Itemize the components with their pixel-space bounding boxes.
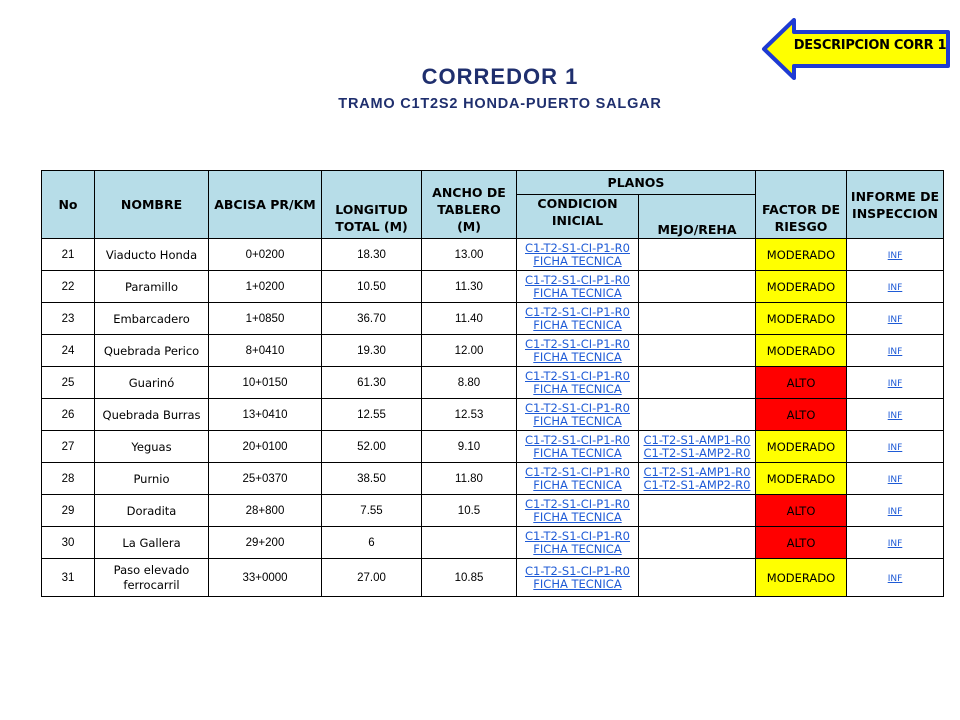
row-factor-riesgo: MODERADO [756, 271, 847, 303]
row-informe [847, 239, 944, 271]
row-ancho: 10.85 [422, 559, 517, 597]
row-mejo-reha [639, 303, 756, 335]
row-nombre: Viaducto Honda [95, 239, 209, 271]
row-abcisa: 33+0000 [209, 559, 322, 597]
descripcion-corr-1-label: DESCRIPCION CORR 1 [793, 38, 947, 53]
plano-link[interactable]: C1-T2-S1-CI-P1-R0 [525, 563, 630, 578]
row-ancho: 11.80 [422, 463, 517, 495]
row-nombre: Yeguas [95, 431, 209, 463]
row-no: 23 [42, 303, 95, 335]
page-subtitle: TRAMO C1T2S2 HONDA-PUERTO SALGAR [338, 96, 662, 112]
informe-link[interactable]: INF [887, 410, 903, 421]
header-no: No [42, 171, 95, 239]
ficha-tecnica-link[interactable]: FICHA TECNICA [533, 477, 622, 492]
row-abcisa: 1+0850 [209, 303, 322, 335]
table-row [42, 559, 944, 597]
row-nombre: La Gallera [95, 527, 209, 559]
ficha-tecnica-link[interactable]: FICHA TECNICA [533, 541, 622, 556]
row-abcisa: 20+0100 [209, 431, 322, 463]
row-ancho: 13.00 [422, 239, 517, 271]
row-mejo-reha [639, 239, 756, 271]
header-abcisa: ABCISA PR/KM [209, 171, 322, 239]
row-abcisa: 13+0410 [209, 399, 322, 431]
mejo-link-amp2[interactable]: C1-T2-S1-AMP2-R0 [643, 477, 751, 492]
informe-link[interactable]: INF [887, 573, 903, 584]
row-factor-riesgo: ALTO [756, 367, 847, 399]
row-nombre: Quebrada Perico [95, 335, 209, 367]
row-factor-riesgo: MODERADO [756, 303, 847, 335]
row-no: 25 [42, 367, 95, 399]
row-nombre: Guarinó [95, 367, 209, 399]
ficha-tecnica-link[interactable]: FICHA TECNICA [533, 413, 622, 428]
header-nombre: NOMBRE [95, 171, 209, 239]
row-informe [847, 367, 944, 399]
table-row [42, 271, 944, 303]
row-factor-riesgo: ALTO [756, 399, 847, 431]
row-condicion-inicial [517, 399, 639, 431]
row-nombre: Paso elevado ferrocarril [95, 559, 209, 597]
row-no: 22 [42, 271, 95, 303]
row-no: 24 [42, 335, 95, 367]
row-abcisa: 25+0370 [209, 463, 322, 495]
row-informe [847, 303, 944, 335]
row-factor-riesgo: MODERADO [756, 463, 847, 495]
row-longitud: 6 [322, 527, 422, 559]
informe-link[interactable]: INF [887, 378, 903, 389]
row-factor-riesgo: ALTO [756, 527, 847, 559]
informe-link[interactable]: INF [887, 282, 903, 293]
row-condicion-inicial [517, 431, 639, 463]
row-abcisa: 8+0410 [209, 335, 322, 367]
row-longitud: 61.30 [322, 367, 422, 399]
table-row [42, 431, 944, 463]
page-title: CORREDOR 1 [421, 64, 579, 89]
table-row [42, 527, 944, 559]
plano-link[interactable]: C1-T2-S1-CI-P1-R0 [525, 368, 630, 383]
row-longitud: 12.55 [322, 399, 422, 431]
row-mejo-reha [639, 271, 756, 303]
row-abcisa: 29+200 [209, 527, 322, 559]
row-ancho: 9.10 [422, 431, 517, 463]
informe-link[interactable]: INF [887, 474, 903, 485]
header-informe: INFORME DE INSPECCION [847, 171, 944, 239]
table-row [42, 367, 944, 399]
row-longitud: 7.55 [322, 495, 422, 527]
row-condicion-inicial [517, 239, 639, 271]
row-no: 31 [42, 559, 95, 597]
row-nombre: Paramillo [95, 271, 209, 303]
row-factor-riesgo: MODERADO [756, 559, 847, 597]
plano-link[interactable]: C1-T2-S1-CI-P1-R0 [525, 240, 630, 255]
mejo-link-amp1[interactable]: C1-T2-S1-AMP1-R0 [643, 464, 751, 479]
plano-link[interactable]: C1-T2-S1-CI-P1-R0 [525, 528, 630, 543]
ficha-tecnica-link[interactable]: FICHA TECNICA [533, 445, 622, 460]
row-informe [847, 399, 944, 431]
table-row [42, 239, 944, 271]
header-ancho: ANCHO DE TABLERO (M) [422, 171, 517, 239]
plano-link[interactable]: C1-T2-S1-CI-P1-R0 [525, 272, 630, 287]
plano-link[interactable]: C1-T2-S1-CI-P1-R0 [525, 336, 630, 351]
row-condicion-inicial [517, 303, 639, 335]
plano-link[interactable]: C1-T2-S1-CI-P1-R0 [525, 464, 630, 479]
ficha-tecnica-link[interactable]: FICHA TECNICA [533, 253, 622, 268]
informe-link[interactable]: INF [887, 314, 903, 325]
row-mejo-reha [639, 559, 756, 597]
row-factor-riesgo: MODERADO [756, 239, 847, 271]
row-mejo-reha [639, 527, 756, 559]
row-no: 26 [42, 399, 95, 431]
row-condicion-inicial [517, 527, 639, 559]
table-row [42, 463, 944, 495]
row-longitud: 19.30 [322, 335, 422, 367]
row-abcisa: 1+0200 [209, 271, 322, 303]
ficha-tecnica-link[interactable]: FICHA TECNICA [533, 317, 622, 332]
table-row [42, 495, 944, 527]
row-abcisa: 28+800 [209, 495, 322, 527]
header-mejo-reha: MEJO/REHA [639, 217, 756, 239]
ficha-tecnica-link[interactable]: FICHA TECNICA [533, 576, 622, 591]
row-mejo-reha [639, 463, 756, 495]
row-nombre: Quebrada Burras [95, 399, 209, 431]
ficha-tecnica-link[interactable]: FICHA TECNICA [533, 509, 622, 524]
header-condicion-inicial: CONDICION INICIAL [517, 195, 639, 239]
row-informe [847, 335, 944, 367]
row-condicion-inicial [517, 335, 639, 367]
row-abcisa: 0+0200 [209, 239, 322, 271]
row-longitud: 27.00 [322, 559, 422, 597]
row-longitud: 10.50 [322, 271, 422, 303]
row-informe [847, 463, 944, 495]
informe-link[interactable]: INF [887, 442, 903, 453]
row-factor-riesgo: ALTO [756, 495, 847, 527]
row-mejo-reha [639, 367, 756, 399]
row-nombre: Doradita [95, 495, 209, 527]
row-no: 27 [42, 431, 95, 463]
row-ancho: 10.5 [422, 495, 517, 527]
row-no: 21 [42, 239, 95, 271]
row-ancho: 12.53 [422, 399, 517, 431]
informe-link[interactable]: INF [887, 250, 903, 261]
bridges-table [41, 170, 944, 597]
informe-link[interactable]: INF [887, 346, 903, 357]
informe-link[interactable]: INF [887, 506, 903, 517]
row-nombre: Purnio [95, 463, 209, 495]
row-mejo-reha [639, 399, 756, 431]
row-longitud: 52.00 [322, 431, 422, 463]
row-factor-riesgo: MODERADO [756, 335, 847, 367]
row-ancho: 11.30 [422, 271, 517, 303]
row-condicion-inicial [517, 271, 639, 303]
row-nombre: Embarcadero [95, 303, 209, 335]
row-informe [847, 527, 944, 559]
ficha-tecnica-link[interactable]: FICHA TECNICA [533, 349, 622, 364]
plano-link[interactable]: C1-T2-S1-CI-P1-R0 [525, 496, 630, 511]
header-factor-riesgo: FACTOR DE RIESGO [756, 171, 847, 239]
mejo-link-amp2[interactable]: C1-T2-S1-AMP2-R0 [643, 445, 751, 460]
row-condicion-inicial [517, 367, 639, 399]
informe-link[interactable]: INF [887, 538, 903, 549]
row-no: 29 [42, 495, 95, 527]
mejo-link-amp1[interactable]: C1-T2-S1-AMP1-R0 [643, 432, 751, 447]
row-ancho: 12.00 [422, 335, 517, 367]
row-longitud: 36.70 [322, 303, 422, 335]
row-ancho: 11.40 [422, 303, 517, 335]
row-factor-riesgo: MODERADO [756, 431, 847, 463]
row-longitud: 18.30 [322, 239, 422, 271]
row-condicion-inicial [517, 559, 639, 597]
plano-link[interactable]: C1-T2-S1-CI-P1-R0 [525, 400, 630, 415]
row-abcisa: 10+0150 [209, 367, 322, 399]
ficha-tecnica-link[interactable]: FICHA TECNICA [533, 285, 622, 300]
row-no: 30 [42, 527, 95, 559]
row-mejo-reha [639, 335, 756, 367]
table-row [42, 399, 944, 431]
header-longitud: LONGITUD TOTAL (M) [322, 171, 422, 239]
row-mejo-reha [639, 431, 756, 463]
row-condicion-inicial [517, 495, 639, 527]
row-ancho [422, 527, 517, 559]
row-mejo-reha [639, 495, 756, 527]
ficha-tecnica-link[interactable]: FICHA TECNICA [533, 381, 622, 396]
row-longitud: 38.50 [322, 463, 422, 495]
row-informe [847, 431, 944, 463]
header-planos: PLANOS [517, 171, 756, 195]
row-condicion-inicial [517, 463, 639, 495]
table-row [42, 335, 944, 367]
plano-link[interactable]: C1-T2-S1-CI-P1-R0 [525, 304, 630, 319]
plano-link[interactable]: C1-T2-S1-CI-P1-R0 [525, 432, 630, 447]
table-row [42, 303, 944, 335]
row-informe [847, 495, 944, 527]
row-informe [847, 271, 944, 303]
row-no: 28 [42, 463, 95, 495]
row-informe [847, 559, 944, 597]
row-ancho: 8.80 [422, 367, 517, 399]
